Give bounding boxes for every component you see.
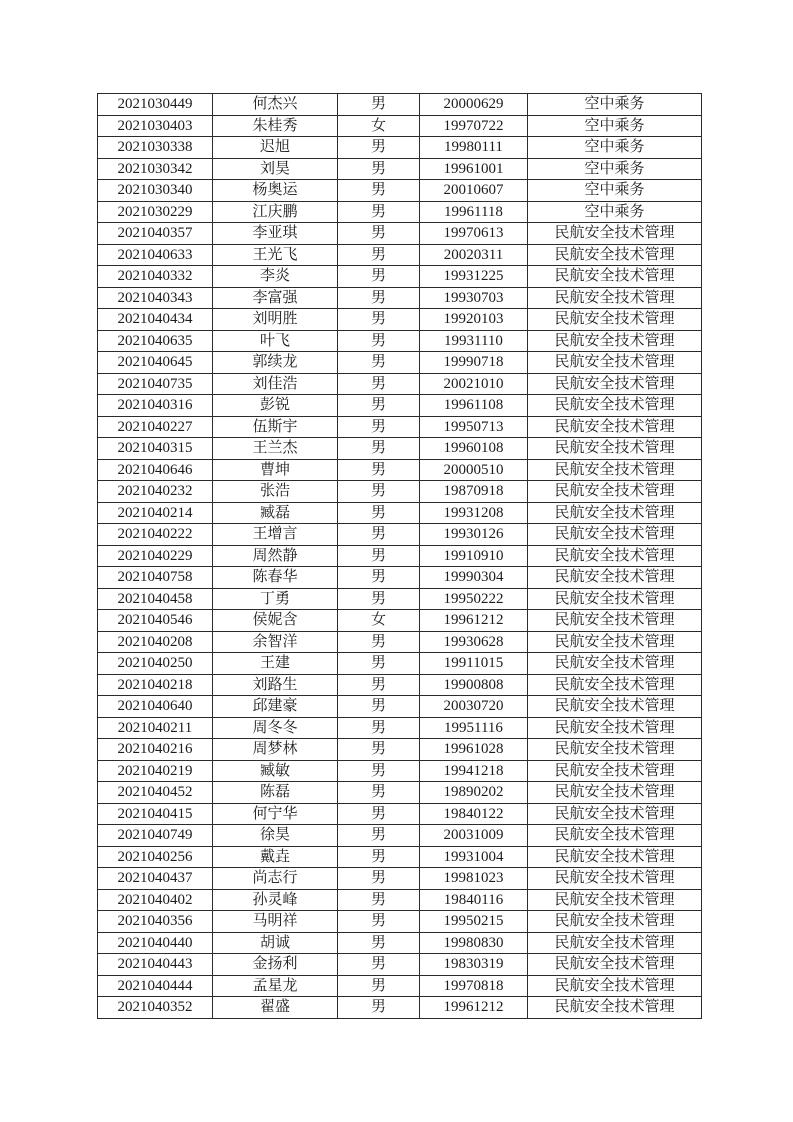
- table-row: [98, 266, 702, 288]
- gender-cell: 男: [338, 94, 420, 116]
- name-cell: 臧敏: [213, 760, 338, 782]
- table-row: [98, 739, 702, 761]
- birth-date-cell: 19890202: [420, 782, 528, 804]
- birth-date-cell: 20031009: [420, 825, 528, 847]
- table-row: [98, 438, 702, 460]
- student-id-cell: 2021040415: [98, 803, 213, 825]
- student-id-cell: 2021040332: [98, 266, 213, 288]
- table-row: [98, 610, 702, 632]
- major-cell: 民航安全技术管理: [528, 868, 702, 890]
- table-row: [98, 954, 702, 976]
- major-cell: 民航安全技术管理: [528, 524, 702, 546]
- birth-date-cell: 20021010: [420, 373, 528, 395]
- table-row: [98, 803, 702, 825]
- gender-cell: 男: [338, 416, 420, 438]
- name-cell: 胡诚: [213, 932, 338, 954]
- table-row: [98, 395, 702, 417]
- major-cell: 民航安全技术管理: [528, 373, 702, 395]
- major-cell: 民航安全技术管理: [528, 352, 702, 374]
- gender-cell: 男: [338, 502, 420, 524]
- birth-date-cell: 19961001: [420, 158, 528, 180]
- name-cell: 王增言: [213, 524, 338, 546]
- major-cell: 空中乘务: [528, 94, 702, 116]
- student-id-cell: 2021040343: [98, 287, 213, 309]
- gender-cell: 男: [338, 997, 420, 1019]
- student-id-cell: 2021040633: [98, 244, 213, 266]
- major-cell: 民航安全技术管理: [528, 330, 702, 352]
- name-cell: 金扬利: [213, 954, 338, 976]
- birth-date-cell: 19930126: [420, 524, 528, 546]
- birth-date-cell: 19970818: [420, 975, 528, 997]
- student-id-cell: 2021040356: [98, 911, 213, 933]
- name-cell: 陈春华: [213, 567, 338, 589]
- major-cell: 民航安全技术管理: [528, 932, 702, 954]
- table-row: [98, 287, 702, 309]
- gender-cell: 男: [338, 438, 420, 460]
- name-cell: 何宁华: [213, 803, 338, 825]
- gender-cell: 男: [338, 932, 420, 954]
- student-id-cell: 2021040452: [98, 782, 213, 804]
- major-cell: 民航安全技术管理: [528, 846, 702, 868]
- table-row: [98, 158, 702, 180]
- major-cell: 民航安全技术管理: [528, 416, 702, 438]
- table-row: [98, 244, 702, 266]
- table-row: [98, 137, 702, 159]
- major-cell: 空中乘务: [528, 137, 702, 159]
- student-id-cell: 2021040640: [98, 696, 213, 718]
- major-cell: 民航安全技术管理: [528, 481, 702, 503]
- gender-cell: 男: [338, 459, 420, 481]
- name-cell: 杨奥运: [213, 180, 338, 202]
- major-cell: 民航安全技术管理: [528, 309, 702, 331]
- birth-date-cell: 19970613: [420, 223, 528, 245]
- student-id-cell: 2021030403: [98, 115, 213, 137]
- gender-cell: 男: [338, 782, 420, 804]
- student-id-cell: 2021040443: [98, 954, 213, 976]
- student-id-cell: 2021040222: [98, 524, 213, 546]
- table-row: [98, 588, 702, 610]
- gender-cell: 男: [338, 158, 420, 180]
- gender-cell: 男: [338, 330, 420, 352]
- birth-date-cell: 19981023: [420, 868, 528, 890]
- student-id-cell: 2021040458: [98, 588, 213, 610]
- birth-date-cell: 19870918: [420, 481, 528, 503]
- name-cell: 彭锐: [213, 395, 338, 417]
- student-id-cell: 2021040646: [98, 459, 213, 481]
- birth-date-cell: 19931110: [420, 330, 528, 352]
- birth-date-cell: 19930703: [420, 287, 528, 309]
- gender-cell: 男: [338, 653, 420, 675]
- name-cell: 张浩: [213, 481, 338, 503]
- birth-date-cell: 19961212: [420, 997, 528, 1019]
- table-row: [98, 782, 702, 804]
- major-cell: 民航安全技术管理: [528, 395, 702, 417]
- student-id-cell: 2021040219: [98, 760, 213, 782]
- table-row: [98, 567, 702, 589]
- name-cell: 伍斯宇: [213, 416, 338, 438]
- gender-cell: 男: [338, 373, 420, 395]
- table-row: [98, 717, 702, 739]
- major-cell: 空中乘务: [528, 115, 702, 137]
- student-id-cell: 2021040232: [98, 481, 213, 503]
- name-cell: 余智洋: [213, 631, 338, 653]
- birth-date-cell: 19970722: [420, 115, 528, 137]
- name-cell: 戴垚: [213, 846, 338, 868]
- student-id-cell: 2021040635: [98, 330, 213, 352]
- table-row: [98, 911, 702, 933]
- student-id-cell: 2021030342: [98, 158, 213, 180]
- major-cell: 空中乘务: [528, 158, 702, 180]
- birth-date-cell: 19910910: [420, 545, 528, 567]
- student-id-cell: 2021040250: [98, 653, 213, 675]
- table-row: [98, 459, 702, 481]
- table-row: [98, 653, 702, 675]
- name-cell: 迟旭: [213, 137, 338, 159]
- major-cell: 民航安全技术管理: [528, 782, 702, 804]
- name-cell: 王建: [213, 653, 338, 675]
- name-cell: 丁勇: [213, 588, 338, 610]
- table-row: [98, 889, 702, 911]
- table-row: [98, 115, 702, 137]
- student-id-cell: 2021040444: [98, 975, 213, 997]
- major-cell: 空中乘务: [528, 201, 702, 223]
- gender-cell: 男: [338, 954, 420, 976]
- student-id-cell: 2021040749: [98, 825, 213, 847]
- major-cell: 民航安全技术管理: [528, 911, 702, 933]
- major-cell: 空中乘务: [528, 180, 702, 202]
- student-id-cell: 2021040315: [98, 438, 213, 460]
- table-row: [98, 545, 702, 567]
- table-row: [98, 997, 702, 1019]
- table-row: [98, 94, 702, 116]
- name-cell: 郭续龙: [213, 352, 338, 374]
- name-cell: 孟星龙: [213, 975, 338, 997]
- student-id-cell: 2021040402: [98, 889, 213, 911]
- birth-date-cell: 19840116: [420, 889, 528, 911]
- birth-date-cell: 19830319: [420, 954, 528, 976]
- gender-cell: 男: [338, 975, 420, 997]
- major-cell: 民航安全技术管理: [528, 760, 702, 782]
- gender-cell: 男: [338, 717, 420, 739]
- name-cell: 曹坤: [213, 459, 338, 481]
- birth-date-cell: 19960108: [420, 438, 528, 460]
- major-cell: 民航安全技术管理: [528, 975, 702, 997]
- birth-date-cell: 19931225: [420, 266, 528, 288]
- table-row: [98, 868, 702, 890]
- student-roster-table: [97, 93, 702, 1019]
- birth-date-cell: 19980830: [420, 932, 528, 954]
- gender-cell: 男: [338, 137, 420, 159]
- gender-cell: 男: [338, 395, 420, 417]
- table-row: [98, 352, 702, 374]
- gender-cell: 男: [338, 846, 420, 868]
- name-cell: 王光飞: [213, 244, 338, 266]
- table-row: [98, 631, 702, 653]
- birth-date-cell: 19900808: [420, 674, 528, 696]
- birth-date-cell: 19990718: [420, 352, 528, 374]
- student-id-cell: 2021040229: [98, 545, 213, 567]
- table-row: [98, 825, 702, 847]
- table-row: [98, 524, 702, 546]
- birth-date-cell: 19980111: [420, 137, 528, 159]
- name-cell: 徐昊: [213, 825, 338, 847]
- birth-date-cell: 20010607: [420, 180, 528, 202]
- birth-date-cell: 19920103: [420, 309, 528, 331]
- major-cell: 民航安全技术管理: [528, 287, 702, 309]
- major-cell: 民航安全技术管理: [528, 567, 702, 589]
- name-cell: 李富强: [213, 287, 338, 309]
- name-cell: 李亚琪: [213, 223, 338, 245]
- student-id-cell: 2021040208: [98, 631, 213, 653]
- gender-cell: 男: [338, 266, 420, 288]
- birth-date-cell: 19961118: [420, 201, 528, 223]
- major-cell: 民航安全技术管理: [528, 502, 702, 524]
- student-id-cell: 2021030338: [98, 137, 213, 159]
- gender-cell: 男: [338, 760, 420, 782]
- name-cell: 尚志行: [213, 868, 338, 890]
- birth-date-cell: 19950215: [420, 911, 528, 933]
- name-cell: 江庆鹏: [213, 201, 338, 223]
- gender-cell: 男: [338, 631, 420, 653]
- birth-date-cell: 19840122: [420, 803, 528, 825]
- birth-date-cell: 20000629: [420, 94, 528, 116]
- name-cell: 朱桂秀: [213, 115, 338, 137]
- name-cell: 邱建豪: [213, 696, 338, 718]
- gender-cell: 男: [338, 309, 420, 331]
- gender-cell: 男: [338, 911, 420, 933]
- major-cell: 民航安全技术管理: [528, 631, 702, 653]
- gender-cell: 男: [338, 287, 420, 309]
- student-id-cell: 2021040352: [98, 997, 213, 1019]
- major-cell: 民航安全技术管理: [528, 997, 702, 1019]
- gender-cell: 女: [338, 115, 420, 137]
- table-row: [98, 502, 702, 524]
- table-row: [98, 481, 702, 503]
- gender-cell: 男: [338, 889, 420, 911]
- major-cell: 民航安全技术管理: [528, 825, 702, 847]
- major-cell: 民航安全技术管理: [528, 674, 702, 696]
- table-row: [98, 180, 702, 202]
- birth-date-cell: 19950222: [420, 588, 528, 610]
- name-cell: 周梦林: [213, 739, 338, 761]
- name-cell: 陈磊: [213, 782, 338, 804]
- table-row: [98, 373, 702, 395]
- birth-date-cell: 19961028: [420, 739, 528, 761]
- name-cell: 孙灵峰: [213, 889, 338, 911]
- student-id-cell: 2021040546: [98, 610, 213, 632]
- major-cell: 民航安全技术管理: [528, 610, 702, 632]
- name-cell: 马明祥: [213, 911, 338, 933]
- name-cell: 叶飞: [213, 330, 338, 352]
- birth-date-cell: 19961108: [420, 395, 528, 417]
- major-cell: 民航安全技术管理: [528, 803, 702, 825]
- gender-cell: 男: [338, 201, 420, 223]
- student-id-cell: 2021040214: [98, 502, 213, 524]
- major-cell: 民航安全技术管理: [528, 954, 702, 976]
- name-cell: 侯妮含: [213, 610, 338, 632]
- birth-date-cell: 19941218: [420, 760, 528, 782]
- name-cell: 翟盛: [213, 997, 338, 1019]
- student-id-cell: 2021040735: [98, 373, 213, 395]
- gender-cell: 男: [338, 868, 420, 890]
- name-cell: 周然静: [213, 545, 338, 567]
- name-cell: 何杰兴: [213, 94, 338, 116]
- major-cell: 民航安全技术管理: [528, 244, 702, 266]
- gender-cell: 男: [338, 674, 420, 696]
- table-row: [98, 330, 702, 352]
- student-roster-table-body: [98, 94, 702, 1019]
- student-id-cell: 2021040437: [98, 868, 213, 890]
- gender-cell: 男: [338, 803, 420, 825]
- table-row: [98, 674, 702, 696]
- birth-date-cell: 20030720: [420, 696, 528, 718]
- birth-date-cell: 19951116: [420, 717, 528, 739]
- table-row: [98, 696, 702, 718]
- birth-date-cell: 19930628: [420, 631, 528, 653]
- birth-date-cell: 19911015: [420, 653, 528, 675]
- table-row: [98, 223, 702, 245]
- birth-date-cell: 19931208: [420, 502, 528, 524]
- name-cell: 刘昊: [213, 158, 338, 180]
- major-cell: 民航安全技术管理: [528, 889, 702, 911]
- gender-cell: 男: [338, 739, 420, 761]
- gender-cell: 男: [338, 223, 420, 245]
- student-id-cell: 2021040227: [98, 416, 213, 438]
- student-id-cell: 2021040357: [98, 223, 213, 245]
- gender-cell: 男: [338, 481, 420, 503]
- name-cell: 刘明胜: [213, 309, 338, 331]
- table-row: [98, 846, 702, 868]
- table-row: [98, 932, 702, 954]
- name-cell: 王兰杰: [213, 438, 338, 460]
- major-cell: 民航安全技术管理: [528, 266, 702, 288]
- gender-cell: 男: [338, 825, 420, 847]
- student-id-cell: 2021040256: [98, 846, 213, 868]
- student-id-cell: 2021040758: [98, 567, 213, 589]
- table-row: [98, 309, 702, 331]
- gender-cell: 男: [338, 524, 420, 546]
- table-row: [98, 416, 702, 438]
- birth-date-cell: 20000510: [420, 459, 528, 481]
- student-id-cell: 2021040434: [98, 309, 213, 331]
- name-cell: 周冬冬: [213, 717, 338, 739]
- name-cell: 刘路生: [213, 674, 338, 696]
- student-id-cell: 2021040440: [98, 932, 213, 954]
- birth-date-cell: 19950713: [420, 416, 528, 438]
- table-row: [98, 760, 702, 782]
- birth-date-cell: 19990304: [420, 567, 528, 589]
- student-id-cell: 2021040645: [98, 352, 213, 374]
- gender-cell: 女: [338, 610, 420, 632]
- gender-cell: 男: [338, 567, 420, 589]
- major-cell: 民航安全技术管理: [528, 438, 702, 460]
- name-cell: 刘佳浩: [213, 373, 338, 395]
- major-cell: 民航安全技术管理: [528, 223, 702, 245]
- table-row: [98, 201, 702, 223]
- student-id-cell: 2021030340: [98, 180, 213, 202]
- student-id-cell: 2021030449: [98, 94, 213, 116]
- name-cell: 李炎: [213, 266, 338, 288]
- major-cell: 民航安全技术管理: [528, 459, 702, 481]
- major-cell: 民航安全技术管理: [528, 588, 702, 610]
- gender-cell: 男: [338, 545, 420, 567]
- student-id-cell: 2021040216: [98, 739, 213, 761]
- birth-date-cell: 19931004: [420, 846, 528, 868]
- table-row: [98, 975, 702, 997]
- student-id-cell: 2021040218: [98, 674, 213, 696]
- gender-cell: 男: [338, 180, 420, 202]
- major-cell: 民航安全技术管理: [528, 696, 702, 718]
- student-id-cell: 2021040211: [98, 717, 213, 739]
- major-cell: 民航安全技术管理: [528, 717, 702, 739]
- major-cell: 民航安全技术管理: [528, 739, 702, 761]
- major-cell: 民航安全技术管理: [528, 653, 702, 675]
- birth-date-cell: 20020311: [420, 244, 528, 266]
- gender-cell: 男: [338, 588, 420, 610]
- birth-date-cell: 19961212: [420, 610, 528, 632]
- gender-cell: 男: [338, 352, 420, 374]
- name-cell: 臧磊: [213, 502, 338, 524]
- student-id-cell: 2021030229: [98, 201, 213, 223]
- gender-cell: 男: [338, 244, 420, 266]
- gender-cell: 男: [338, 696, 420, 718]
- student-id-cell: 2021040316: [98, 395, 213, 417]
- major-cell: 民航安全技术管理: [528, 545, 702, 567]
